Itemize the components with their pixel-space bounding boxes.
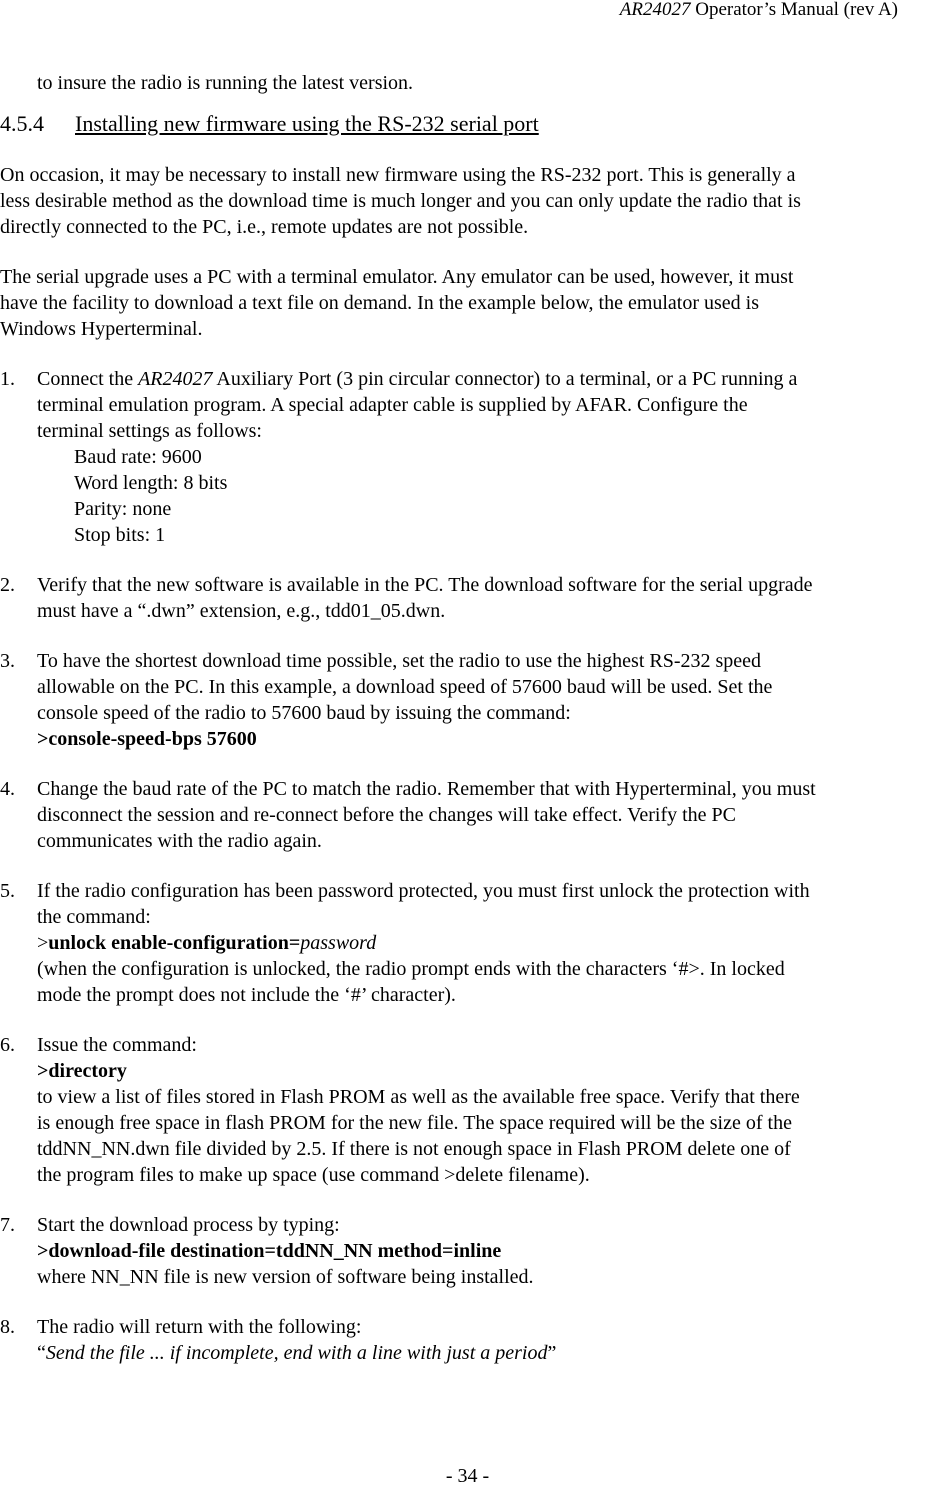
paragraph-line: Windows Hyperterminal.	[0, 318, 203, 340]
step-4	[0, 776, 935, 854]
paragraph-1	[0, 162, 935, 240]
header-doc-name: AR24027	[619, 0, 691, 20]
paragraph-line: On occasion, it may be necessary to install new firmware using the RS-232 port. This is generally a	[0, 164, 796, 186]
command-text: >directory	[37, 1060, 127, 1082]
command-prefix: >	[37, 932, 49, 954]
command-line	[37, 1058, 935, 1084]
step-line: tddNN_NN.dwn file divided by 2.5. If there is not enough space in Flash PROM delete one of	[37, 1138, 791, 1160]
step-line: To have the shortest download time possible, set the radio to use the highest RS-232 speed	[37, 650, 762, 672]
step-line: If the radio configuration has been password protected, you must first unlock the protection with	[37, 880, 810, 902]
step-line: Issue the command:	[37, 1034, 197, 1056]
step-line: the command:	[37, 906, 151, 928]
step-7	[0, 1212, 935, 1290]
step-line: Change the baud rate of the PC to match the radio. Remember that with Hyperterminal, you must	[37, 778, 816, 800]
command-text: unlock enable-configuration=	[48, 932, 301, 954]
running-header	[620, 0, 898, 20]
page-number: - 34 -	[445, 1465, 490, 1487]
paragraph-line: have the facility to download a text file on demand. In the example below, the emulator used is	[0, 292, 760, 314]
command-text: >console-speed-bps 57600	[37, 728, 257, 750]
step-number: 5.	[0, 880, 15, 902]
command-argument: password	[300, 932, 377, 954]
step-text: Auxiliary Port (3 pin circular connector) to a terminal, or a PC running a	[212, 368, 798, 390]
step-2	[0, 572, 935, 624]
step-number: 7.	[0, 1214, 15, 1236]
command-line	[37, 726, 935, 752]
step-line: disconnect the session and re-connect before the changes will take effect. Verify the PC	[37, 804, 737, 826]
step-number: 1.	[0, 368, 15, 390]
step-line: where NN_NN file is new version of software being installed.	[37, 1266, 534, 1288]
step-line: is enough free space in flash PROM for the new file. The space required will be the size of the	[37, 1112, 792, 1134]
step-line: allowable on the PC. In this example, a download speed of 57600 baud will be used. Set the	[37, 676, 773, 698]
doc-name: AR24027	[138, 368, 213, 390]
section-heading	[0, 110, 935, 138]
close-quote: ”	[547, 1342, 557, 1364]
paragraph-2	[0, 264, 935, 342]
command-text: >download-file destination=tddNN_NN method=inline	[37, 1240, 502, 1262]
step-number: 8.	[0, 1316, 15, 1338]
intro-text: to insure the radio is running the latest version.	[37, 72, 414, 94]
step-line: terminal settings as follows:	[37, 420, 262, 442]
quote-text: Send the file ... if incomplete, end with a line with just a period	[45, 1342, 548, 1364]
setting-baud-rate: Baud rate: 9600	[74, 446, 202, 468]
setting-word-length: Word length: 8 bits	[74, 472, 228, 494]
step-line: The radio will return with the following:	[37, 1316, 362, 1338]
step-number: 2.	[0, 574, 15, 596]
paragraph-line: directly connected to the PC, i.e., remote updates are not possible.	[0, 216, 529, 238]
step-line: console speed of the radio to 57600 baud by issuing the command:	[37, 702, 571, 724]
step-line: mode the prompt does not include the ‘#’ character).	[37, 984, 456, 1006]
step-line: to view a list of files stored in Flash PROM as well as the available free space. Verify that there	[37, 1086, 800, 1108]
paragraph-line: The serial upgrade uses a PC with a terminal emulator. Any emulator can be used, however, it must	[0, 266, 794, 288]
header-doc-title: Operator’s Manual (rev A)	[690, 0, 898, 20]
step-line	[37, 366, 935, 392]
setting-parity: Parity: none	[74, 498, 172, 520]
step-number: 4.	[0, 778, 15, 800]
open-quote: “	[37, 1342, 46, 1364]
command-line	[37, 930, 935, 956]
command-line	[37, 1238, 935, 1264]
section-title: Installing new firmware using the RS-232 serial port	[75, 111, 539, 136]
step-number: 3.	[0, 650, 15, 672]
step-text: Connect the	[37, 368, 139, 390]
step-8	[0, 1314, 935, 1366]
step-line: terminal emulation program. A special adapter cable is supplied by AFAR. Configure the	[37, 394, 748, 416]
step-line: (when the configuration is unlocked, the radio prompt ends with the characters ‘#>. In locked	[37, 958, 785, 980]
step-1	[0, 366, 935, 548]
step-number: 6.	[0, 1034, 15, 1056]
quoted-response	[37, 1340, 935, 1366]
step-line: communicates with the radio again.	[37, 830, 322, 852]
step-line: must have a “.dwn” extension, e.g., tdd01_05.dwn.	[37, 600, 446, 622]
paragraph-line: less desirable method as the download time is much longer and you can only update the radio that is	[0, 190, 801, 212]
step-6	[0, 1032, 935, 1188]
page-body	[0, 70, 935, 1366]
step-line: Start the download process by typing:	[37, 1214, 340, 1236]
step-line: the program files to make up space (use command >delete filename).	[37, 1164, 590, 1186]
step-line: Verify that the new software is available in the PC. The download software for the serial upgrade	[37, 574, 813, 596]
setting-stop-bits: Stop bits: 1	[74, 524, 166, 546]
step-5	[0, 878, 935, 1008]
step-3	[0, 648, 935, 752]
section-number: 4.5.4	[0, 111, 44, 136]
